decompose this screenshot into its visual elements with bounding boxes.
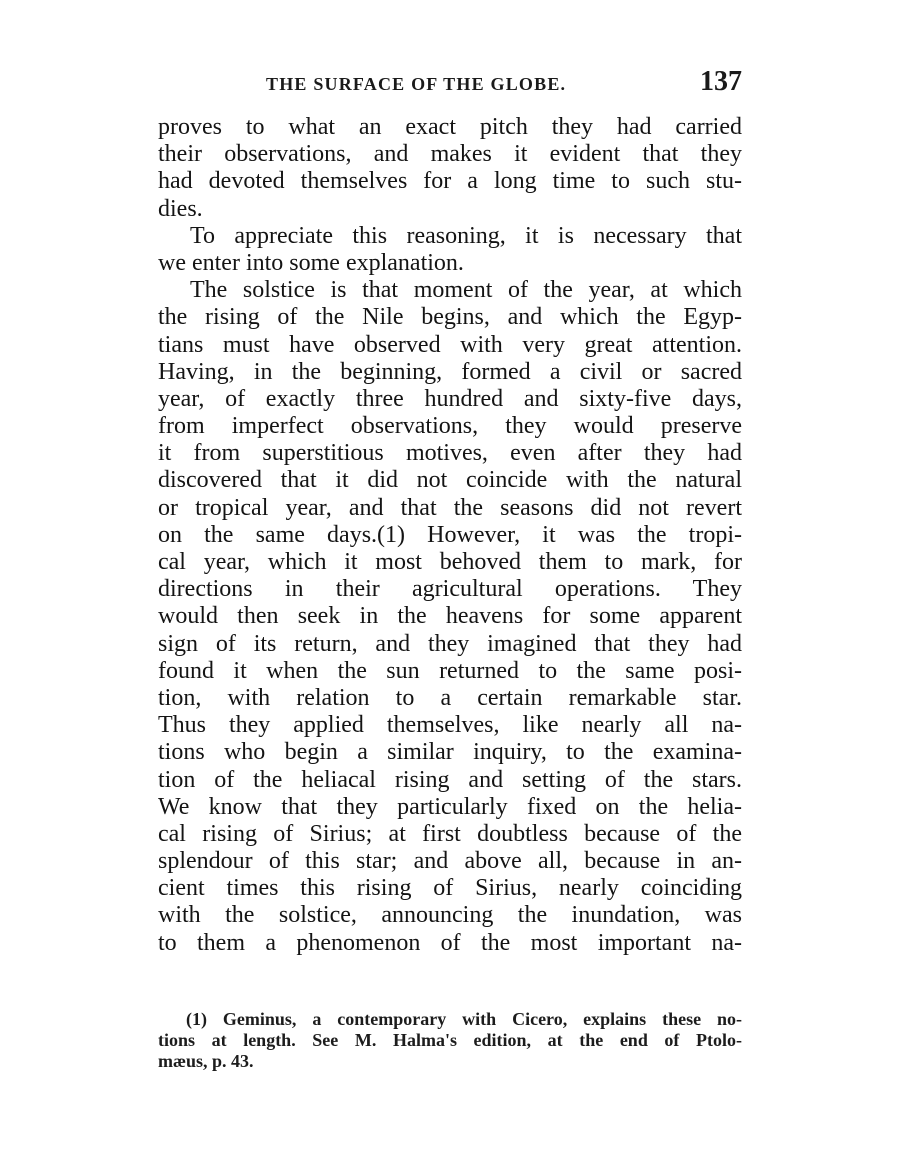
text-line: we enter into some explanation. (158, 249, 464, 276)
text-line: sign of its return, and they imagined that they had (158, 630, 742, 657)
text-line: tians must have observed with very great attention. (158, 331, 742, 358)
text-line: discovered that it did not coincide with the natural (158, 467, 742, 494)
text-line: or tropical year, and that the seasons did not revert (158, 494, 742, 521)
text-line: tion, with relation to a certain remarkable star. (158, 684, 742, 711)
text-line: cient times this rising of Sirius, nearly coinciding (158, 875, 742, 902)
text-line: dies. (158, 195, 203, 222)
text-line: proves to what an exact pitch they had carried (158, 114, 742, 140)
text-line: Thus they applied themselves, like nearly all na- (158, 712, 742, 739)
footnote (158, 1009, 742, 1072)
footnote-line: mæus, p. 43. (158, 1051, 254, 1071)
text-line: cal rising of Sirius; at first doubtless because of the (158, 820, 742, 847)
text-line: with the solstice, announcing the inundation, was (158, 902, 742, 929)
text-line: cal year, which it most behoved them to mark, for (158, 549, 742, 575)
running-title: THE SURFACE OF THE GLOBE. (266, 74, 567, 94)
text-line: from imperfect observations, they would preserve (158, 413, 742, 440)
footnote-line: tions at length. See M. Halma's edition, at the end of Ptolo- (158, 1030, 742, 1050)
text-line: on the same days.(1) However, it was the tropi- (158, 521, 742, 548)
text-line: To appreciate this reasoning, it is necessary that (190, 222, 742, 249)
body-text (158, 114, 742, 957)
text-line: We know that they particularly fixed on the helia- (158, 793, 742, 820)
text-line: tions who begin a similar inquiry, to the examina- (158, 739, 742, 766)
text-line: had devoted themselves for a long time to such stu- (158, 168, 742, 195)
text-line: the rising of the Nile begins, and which the Egyp- (158, 304, 742, 331)
text-line: found it when the sun returned to the same posi- (158, 657, 742, 684)
running-head (158, 66, 742, 106)
text-line: splendour of this star; and above all, because in an- (158, 848, 742, 875)
text-line: directions in their agricultural operations. They (158, 576, 742, 603)
text-line: tion of the heliacal rising and setting of the stars. (158, 766, 742, 793)
text-line: would then seek in the heavens for some apparent (158, 603, 742, 630)
page-number: 137 (700, 66, 742, 97)
text-line: The solstice is that moment of the year, at which (190, 277, 742, 304)
text-line: it from superstitious motives, even after they had (158, 440, 742, 467)
text-line: Having, in the beginning, formed a civil or sacred (158, 358, 742, 385)
text-line: year, of exactly three hundred and sixty-five days, (158, 385, 742, 412)
text-line: to them a phenomenon of the most important na- (158, 929, 742, 956)
text-line: their observations, and makes it evident that they (158, 141, 742, 168)
footnote-line: (1) Geminus, a contemporary with Cicero, explains these no- (186, 1009, 742, 1029)
